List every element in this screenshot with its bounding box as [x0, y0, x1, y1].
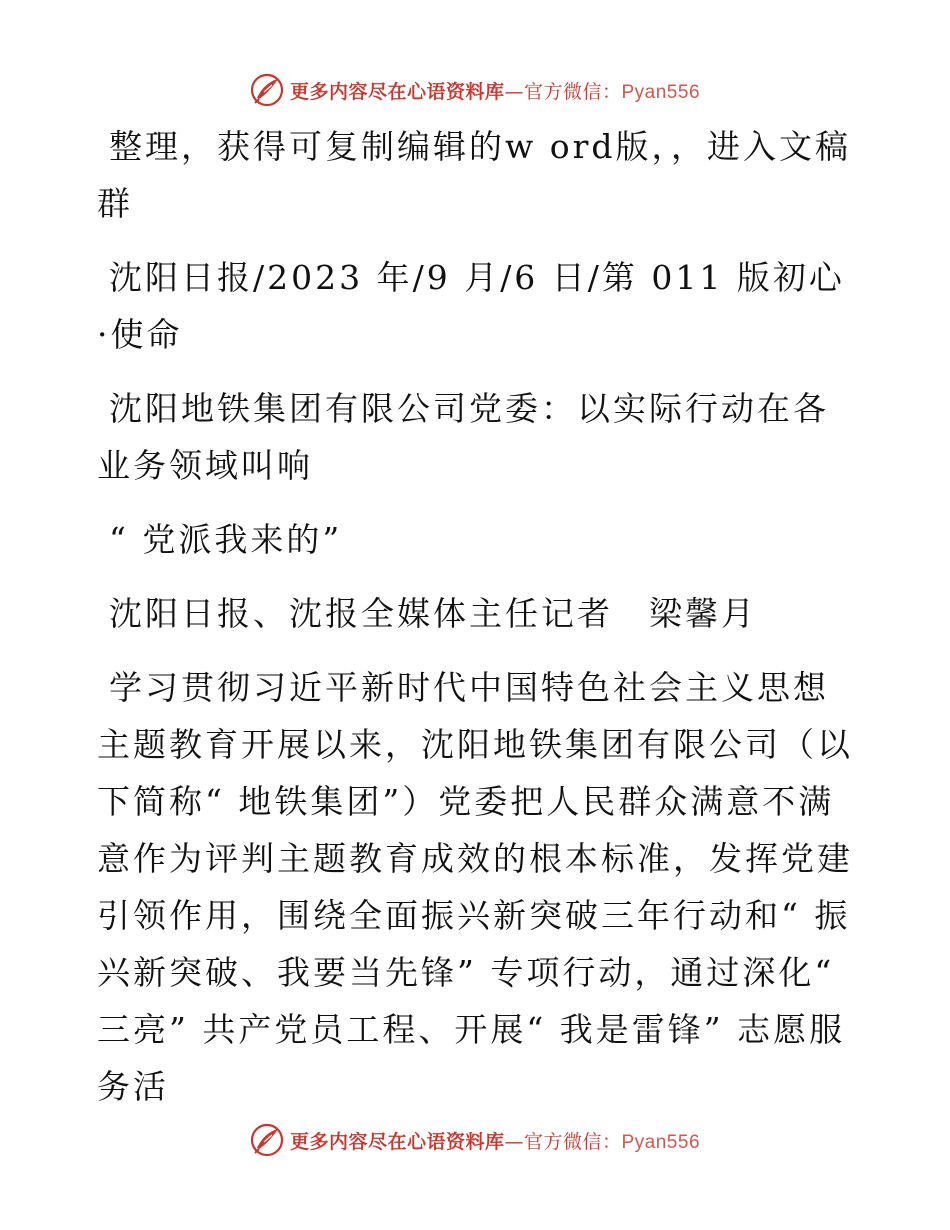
watermark-header — [0, 70, 950, 110]
watermark-separator: — — [504, 1130, 524, 1153]
watermark-footer — [0, 1120, 950, 1160]
article-title-quote: “ 党派我来的” — [109, 520, 343, 559]
watermark-handle: Pyan556 — [621, 81, 701, 103]
watermark-main: 更多内容尽在心语资料库 — [289, 80, 505, 103]
document-body — [97, 118, 857, 1115]
article-title: 沈阳地铁集团有限公司党委：以实际行动在各业务领域叫响 — [97, 389, 829, 485]
feather-pen-logo-icon — [250, 1123, 284, 1157]
intro-paragraph: 整理，获得可复制编辑的w ord版，，进入文稿群 — [97, 127, 852, 223]
source-line: 沈阳日报/2023 年/9 月/6 日/第 011 版初心·使命 — [97, 258, 845, 354]
watermark-wechat-label: 官方微信： — [523, 80, 622, 103]
byline: 沈阳日报、沈报全媒体主任记者 梁馨月 — [109, 594, 757, 633]
body-paragraph: 学习贯彻习近平新时代中国特色社会主义思想主题教育开展以来，沈阳地铁集团有限公司（以下简称“ 地铁集团”）党委把人民群众满意不满意作为评判主题教育成效的根本标准，发挥党建引领作用，围绕全面振兴新突破三年行动和“ 振兴新突破、我要当先锋” 专项行动，通过深化“ 三亮” 共产党员工程、开展“ 我是雷锋” 志愿服务活 — [97, 668, 853, 1106]
watermark-text — [290, 77, 700, 104]
watermark-separator: — — [504, 80, 524, 103]
watermark-main: 更多内容尽在心语资料库 — [289, 1130, 505, 1153]
watermark-text — [290, 1127, 700, 1154]
feather-pen-logo-icon — [250, 73, 284, 107]
watermark-wechat-label: 官方微信： — [523, 1130, 622, 1153]
watermark-handle: Pyan556 — [621, 1131, 701, 1153]
